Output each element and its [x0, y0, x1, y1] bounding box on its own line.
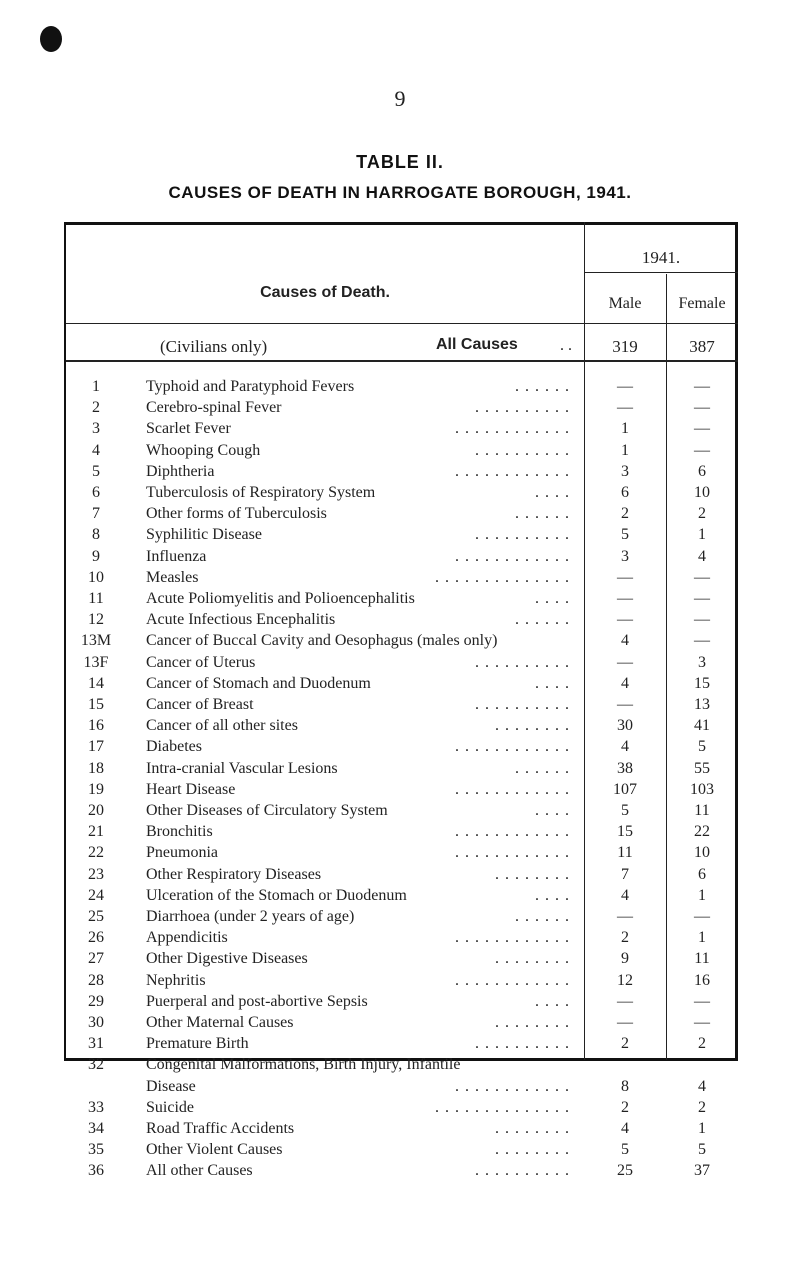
row-male-count: 25 — [617, 1162, 633, 1180]
row-number: 20 — [88, 802, 104, 819]
row-female-count: 6 — [698, 865, 706, 883]
row-male-count: 107 — [613, 780, 637, 798]
row-leader-dots: . . . . . . . . — [495, 1141, 570, 1159]
row-cause: Cancer of Buccal Cavity and Oesophagus (males only) — [146, 632, 498, 650]
table-row — [66, 1161, 738, 1182]
row-number: 6 — [92, 484, 100, 501]
row-cause: Influenza — [146, 547, 207, 565]
row-female-count: 6 — [698, 462, 706, 480]
row-number: 33 — [88, 1098, 104, 1116]
row-number: 36 — [88, 1162, 104, 1180]
row-leader-dots: . . . . — [535, 590, 570, 607]
table-row — [66, 1013, 738, 1034]
civilians-note: (Civilians only) — [160, 337, 268, 356]
table-row — [66, 907, 738, 928]
row-cause: Disease — [146, 1077, 196, 1095]
row-number: 17 — [88, 738, 104, 756]
row-leader-dots: . . . . . . — [515, 505, 570, 523]
table-row — [66, 1034, 738, 1055]
row-number: 2 — [92, 399, 100, 417]
row-male-count: — — [617, 1014, 633, 1031]
table-row — [66, 610, 738, 631]
table-title: CAUSES OF DEATH IN HARROGATE BOROUGH, 1941. — [168, 183, 632, 202]
table-label: TABLE II. — [356, 152, 444, 172]
row-number: 26 — [88, 929, 104, 947]
total-female: 387 — [689, 337, 715, 356]
row-cause: Congenital Malformations, Birth Injury, Infantile — [146, 1056, 461, 1074]
row-female-count: — — [694, 399, 710, 417]
row-number: 12 — [88, 611, 104, 629]
row-female-count: — — [694, 992, 710, 1010]
row-cause: Acute Poliomyelitis and Polioencephalitis — [146, 590, 415, 607]
row-female-count: — — [694, 420, 710, 438]
row-female-count: 5 — [698, 1141, 706, 1159]
row-leader-dots: . . . . . . . . — [495, 1014, 570, 1031]
row-cause: Heart Disease — [146, 780, 236, 798]
row-number: 3 — [92, 420, 100, 438]
table-row — [66, 949, 738, 970]
row-number: 10 — [88, 568, 104, 586]
row-female-count: 2 — [698, 505, 706, 523]
row-male-count: 5 — [621, 526, 629, 544]
row-leader-dots: . . . . . . . . . . . . — [455, 420, 570, 438]
table-row — [66, 589, 738, 610]
row-female-count: 5 — [698, 738, 706, 756]
row-female-count: 1 — [698, 1120, 706, 1137]
row-leader-dots: . . . . — [535, 674, 570, 692]
row-cause: Suicide — [146, 1098, 194, 1116]
row-female-count: — — [694, 441, 710, 459]
row-male-count: 11 — [617, 844, 633, 862]
table-row — [66, 419, 738, 440]
row-cause: Tuberculosis of Respiratory System — [146, 484, 376, 501]
row-male-count: — — [617, 653, 633, 671]
row-cause: Premature Birth — [146, 1035, 249, 1053]
row-cause: Diabetes — [146, 738, 202, 756]
row-male-count: 4 — [621, 1120, 629, 1137]
row-leader-dots: . . . . . . . . . . — [475, 526, 570, 544]
row-female-count: 13 — [694, 696, 710, 713]
row-female-count: 11 — [694, 950, 710, 968]
table-row — [66, 822, 738, 843]
row-leader-dots: . . . . — [535, 886, 570, 904]
row-number: 29 — [88, 992, 104, 1010]
row-cause: Bronchitis — [146, 823, 213, 841]
table-row — [66, 1055, 738, 1076]
table-row — [66, 653, 738, 674]
table-row — [66, 992, 738, 1013]
row-cause: Cancer of Uterus — [146, 653, 256, 671]
row-male-count: 7 — [621, 865, 629, 883]
row-leader-dots: . . . . . . . . . . . . — [455, 929, 570, 947]
row-male-count: 15 — [617, 823, 633, 841]
table-row — [66, 780, 738, 801]
row-number: 7 — [92, 505, 100, 523]
row-number: 4 — [92, 441, 100, 459]
row-female-count: 16 — [694, 971, 710, 989]
row-leader-dots: . . . . . . . . . . . . — [455, 971, 570, 989]
row-cause: Cancer of all other sites — [146, 717, 298, 735]
table-row — [66, 674, 738, 695]
row-male-count: 12 — [617, 971, 633, 989]
table-row — [66, 441, 738, 462]
row-number: 1 — [92, 378, 100, 395]
table-row — [66, 631, 738, 652]
row-cause: Other forms of Tuberculosis — [146, 505, 327, 523]
table-row — [66, 695, 738, 716]
row-number: 9 — [92, 547, 100, 565]
table-row — [66, 1119, 738, 1140]
row-number: 5 — [92, 462, 100, 480]
row-male-count: — — [617, 908, 633, 925]
row-cause: Other Maternal Causes — [146, 1014, 294, 1031]
row-female-count: 4 — [698, 1077, 706, 1095]
row-male-count: — — [617, 568, 633, 586]
row-number: 13F — [83, 653, 109, 671]
row-female-count: 11 — [694, 802, 710, 819]
row-female-count: 1 — [698, 929, 706, 947]
table-row — [66, 377, 738, 398]
row-number: 28 — [88, 971, 104, 989]
row-cause: Ulceration of the Stomach or Duodenum — [146, 886, 407, 904]
row-male-count: — — [617, 992, 633, 1010]
row-female-count: 10 — [694, 844, 710, 862]
row-male-count: 4 — [621, 632, 629, 650]
row-number: 31 — [88, 1035, 104, 1053]
row-female-count: 3 — [698, 653, 706, 671]
row-number: 23 — [88, 865, 104, 883]
row-male-count: — — [617, 696, 633, 713]
row-number: 30 — [88, 1014, 104, 1031]
row-male-count: 8 — [621, 1077, 629, 1095]
row-leader-dots: . . . . . . . . . . . . — [455, 462, 570, 480]
row-leader-dots: . . . . . . . . . . — [475, 696, 570, 713]
row-cause: Other Diseases of Circulatory System — [146, 802, 388, 819]
row-cause: Nephritis — [146, 971, 206, 989]
row-leader-dots: . . . . . . — [515, 759, 570, 777]
row-male-count: 2 — [621, 505, 629, 523]
row-cause: Other Digestive Diseases — [146, 950, 308, 968]
row-female-count: 22 — [694, 823, 710, 841]
row-leader-dots: . . . . . . . . . . . . — [455, 547, 570, 565]
row-female-count: 103 — [690, 780, 714, 798]
row-leader-dots: . . . . . . . . . . . . — [455, 844, 570, 862]
row-leader-dots: . . . . . . — [515, 378, 570, 395]
row-cause: Other Violent Causes — [146, 1141, 283, 1159]
row-number: 32 — [88, 1056, 104, 1074]
table-row — [66, 971, 738, 992]
row-cause: Whooping Cough — [146, 441, 261, 459]
row-leader-dots: . . . . . . . . . . . . — [455, 823, 570, 841]
row-male-count: 5 — [621, 1141, 629, 1159]
row-number: 16 — [88, 717, 104, 735]
row-female-count: 37 — [694, 1162, 710, 1180]
row-cause: Appendicitis — [146, 929, 228, 947]
rule-header-bottom — [66, 323, 738, 324]
row-male-count: — — [617, 590, 633, 607]
row-leader-dots: . . . . . . . . . . . . — [455, 1077, 570, 1095]
row-cause: Pneumonia — [146, 844, 218, 862]
row-cause: Typhoid and Paratyphoid Fevers — [146, 378, 355, 395]
row-female-count: 2 — [698, 1035, 706, 1053]
row-cause: Other Respiratory Diseases — [146, 865, 322, 883]
header-male: Male — [608, 295, 642, 312]
row-female-count: 10 — [694, 484, 710, 501]
row-male-count: 1 — [621, 441, 629, 459]
row-male-count: 9 — [621, 950, 629, 968]
row-leader-dots: . . . . . . — [515, 908, 570, 925]
row-leader-dots: . . . . . . . . . . — [475, 441, 570, 459]
row-female-count: 1 — [698, 526, 706, 544]
header-causes: Causes of Death. — [260, 284, 390, 301]
row-cause: Road Traffic Accidents — [146, 1120, 295, 1137]
row-male-count: 3 — [621, 547, 629, 565]
row-leader-dots: . . . . . . . . . . — [475, 1162, 570, 1180]
table-row — [66, 843, 738, 864]
row-female-count: — — [694, 1014, 710, 1031]
ink-blot — [40, 26, 62, 52]
table-row — [66, 1140, 738, 1161]
row-female-count: — — [694, 590, 710, 607]
row-leader-dots: . . . . . . . . . . . . . . — [435, 568, 570, 586]
row-male-count: 5 — [621, 802, 629, 819]
table-row — [66, 737, 738, 758]
row-male-count: 2 — [621, 1035, 629, 1053]
table-row — [66, 547, 738, 568]
table-row — [66, 928, 738, 949]
header-year: 1941. — [641, 248, 681, 267]
row-male-count: — — [617, 611, 633, 629]
row-male-count: 4 — [621, 738, 629, 756]
row-leader-dots: . . . . . . . . . . — [475, 1035, 570, 1053]
row-male-count: 6 — [621, 484, 629, 501]
table-row — [66, 801, 738, 822]
row-female-count: 15 — [694, 674, 710, 692]
row-number: 19 — [88, 780, 104, 798]
row-female-count: 41 — [694, 717, 710, 735]
row-number: 15 — [88, 696, 104, 713]
table-row — [66, 865, 738, 886]
row-number: 21 — [88, 823, 104, 841]
row-female-count: — — [694, 378, 710, 395]
row-male-count: 1 — [621, 420, 629, 438]
row-number: 8 — [92, 526, 100, 544]
total-male: 319 — [612, 337, 638, 356]
row-male-count: 4 — [621, 674, 629, 692]
row-leader-dots: . . . . . . . . . . . . . . — [435, 1098, 570, 1116]
table-row — [66, 759, 738, 780]
table-row — [66, 525, 738, 546]
row-number: 22 — [88, 844, 104, 862]
table-row — [66, 504, 738, 525]
all-causes-label: All Causes — [436, 336, 518, 353]
row-male-count: 3 — [621, 462, 629, 480]
table-row — [66, 398, 738, 419]
row-cause: Cancer of Breast — [146, 696, 254, 713]
row-male-count: 4 — [621, 886, 629, 904]
row-number: 14 — [88, 674, 104, 692]
row-leader-dots: . . . . . . . . . . — [475, 399, 570, 417]
row-male-count: 30 — [617, 717, 633, 735]
row-cause: Cerebro-spinal Fever — [146, 399, 282, 417]
header-female: Female — [678, 295, 726, 312]
all-causes-dots: . . — [560, 337, 572, 354]
row-number: 11 — [88, 590, 104, 607]
row-female-count: — — [694, 611, 710, 629]
row-number: 35 — [88, 1141, 104, 1159]
row-leader-dots: . . . . . . . . . . — [475, 653, 570, 671]
row-leader-dots: . . . . . . . . . . . . — [455, 738, 570, 756]
row-cause: Measles — [146, 568, 199, 586]
row-leader-dots: . . . . . . . . — [495, 865, 570, 883]
table-row — [66, 1098, 738, 1119]
table-row — [66, 886, 738, 907]
row-number: 24 — [88, 886, 104, 904]
row-female-count: 4 — [698, 547, 706, 565]
row-male-count: 2 — [621, 1098, 629, 1116]
row-number: 13M — [80, 632, 112, 650]
row-male-count: — — [617, 399, 633, 417]
rule-year-under — [584, 272, 738, 273]
row-leader-dots: . . . . . . . . — [495, 1120, 570, 1137]
row-cause: Syphilitic Disease — [146, 526, 262, 544]
rule-totals-bottom — [66, 360, 738, 362]
row-female-count: 55 — [694, 759, 710, 777]
row-cause: Intra-cranial Vascular Lesions — [146, 759, 338, 777]
row-leader-dots: . . . . . . . . — [495, 950, 570, 968]
row-leader-dots: . . . . . . . . . . . . — [455, 780, 570, 798]
row-cause: Scarlet Fever — [146, 420, 231, 438]
table-row — [66, 483, 738, 504]
row-female-count: — — [694, 632, 710, 650]
row-female-count: 2 — [698, 1098, 706, 1116]
row-cause: All other Causes — [146, 1162, 253, 1180]
table-row — [66, 462, 738, 483]
row-male-count: 38 — [617, 759, 633, 777]
row-leader-dots: . . . . — [535, 484, 570, 501]
row-cause: Diphtheria — [146, 462, 215, 480]
row-leader-dots: . . . . — [535, 992, 570, 1010]
row-leader-dots: . . . . — [535, 802, 570, 819]
row-female-count: — — [694, 908, 710, 925]
row-cause: Acute Infectious Encephalitis — [146, 611, 336, 629]
row-cause: Puerperal and post-abortive Sepsis — [146, 992, 368, 1010]
row-leader-dots: . . . . . . — [515, 611, 570, 629]
row-cause: Cancer of Stomach and Duodenum — [146, 674, 371, 692]
row-female-count: — — [694, 568, 710, 586]
row-number: 27 — [88, 950, 104, 968]
row-number: 18 — [88, 759, 104, 777]
table-row — [66, 716, 738, 737]
table-row — [66, 1077, 738, 1098]
row-leader-dots: . . . . . . . . — [495, 717, 570, 735]
table-row — [66, 568, 738, 589]
page-number: 9 — [394, 86, 406, 111]
row-cause: Diarrhoea (under 2 years of age) — [146, 908, 355, 925]
row-female-count: 1 — [698, 886, 706, 904]
row-male-count: 2 — [621, 929, 629, 947]
row-number: 34 — [88, 1120, 104, 1137]
row-male-count: — — [617, 378, 633, 395]
row-number: 25 — [88, 908, 104, 925]
